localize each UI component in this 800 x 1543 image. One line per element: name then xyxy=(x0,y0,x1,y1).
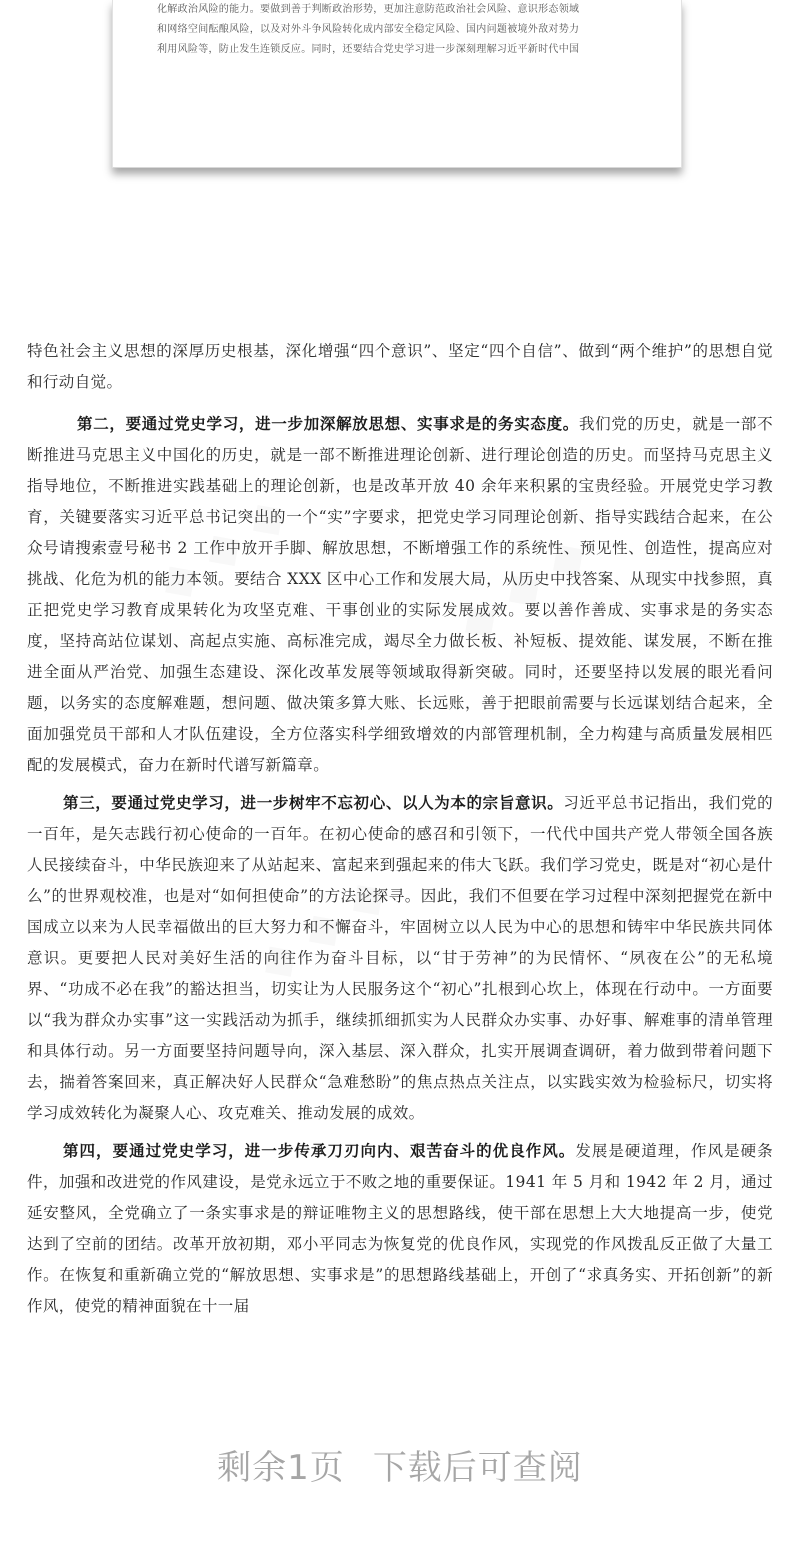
download-to-read-banner[interactable] xyxy=(0,1440,800,1489)
watermark: ◆ ◆ ◆ xyxy=(146,483,298,613)
watermark: ◆ ◆ ◆ xyxy=(246,863,398,993)
paragraph-heading: 第四，要通过党史学习，进一步传承刀刃向内、艰苦奋斗的优良作风。 xyxy=(63,1141,576,1160)
paragraph-fourth-point xyxy=(27,1135,773,1322)
paragraph-intro xyxy=(27,336,773,398)
remaining-pages-label: 剩余1页 xyxy=(217,1448,345,1488)
watermark: ◆ ◆ ◆ xyxy=(446,523,598,653)
paragraph-second-point xyxy=(27,408,773,781)
preview-page-card xyxy=(112,0,682,168)
paragraph-heading: 第二，要通过党史学习，进一步加深解放思想、实事求是的务实态度。 xyxy=(77,414,579,433)
preview-line: 化解政治风险的能力。要做到善于判断政治形势，更加注意防范政治社会风险、意识形态领域 xyxy=(157,4,580,15)
paragraph-text: 习近平总书记指出，我们党的一百年，是矢志践行初心使命的一百年。在初心使命的感召和引领下，一代代中国共产党人带领全国各族人民接续奋斗，中华民族迎来了从站起来、富起来到强起来的伟大飞跃。我们学习党史，既是对“初心是什么”的世界观校准，也是对“如何担使命”的方法论探寻。因此，我们不但要在学习过程中深刻把握党在新中国成立以来为人民幸福做出的巨大努力和不懈奋斗，牢固树立以人民为中心的思想和铸牢中华民族共同体意识。更要把人民对美好生活的向往作为奋斗目标，以“甘于劳神”的为民情怀、“夙夜在公”的无私境界、“功成不必在我”的豁达担当，切实让为人民服务这个“初心”扎根到心坎上，体现在行动中。一方面要以“我为群众办实事”这一实践活动为抓手，继续抓细抓实为人民群众办实事、办好事、解难事的清单管理和具体行动。另一方面要坚持问题导向，深入基层、深入群众，扎实开展调查调研，着力做到带着问题下去，揣着答案回来，真正解决好人民群众“急难愁盼”的焦点热点关注点，以实践实效为检验标尺，切实将学习成效转化为凝聚人心、攻克难关、推动发展的成效。 xyxy=(27,794,774,1122)
paragraph-text: 我们党的历史，就是一部不断推进马克思主义中国化的历史，就是一部不断推进理论创新、进行理论创造的历史。而坚持马克思主义指导地位，不断推进实践基础上的理论创新，也是改革开放 40 余年来积累的宝贵经验。开展党史学习教育，关键要落实习近平总书记突出的一个“实”字要求，把党史学习同理论创新、指导实践结合起来，在公众号请搜索壹号秘书 2 工作中放开手脚、解放思想，不断增强工作的系统性、预见性、创造性，提高应对挑战、化危为机的能力本领。要结合 XXX 区中心工作和发展大局，从历史中找答案、从现实中找参照，真正把党史学习教育成果转化为攻坚克难、干事创业的实际发展成效。要以善作善成、实事求是的务实态度，坚持高站位谋划、高起点实施、高标准完成，竭尽全力做长板、补短板、提效能、谋发展，不断在推进全面从严治党、加强生态建设、深化改革发展等领域取得新突破。同时，还要坚持以发展的眼光看问题，以务实的态度解难题，想问题、做决策多算大账、长远账，善于把眼前需要与长远谋划结合起来，全面加强党员干部和人才队伍建设，全方位落实科学细致增效的内部管理机制，全力构建与高质量发展相匹配的发展模式，奋力在新时代谱写新篇章。 xyxy=(27,415,773,774)
paragraph-heading: 第三，要通过党史学习，进一步树牢不忘初心、以人为本的宗旨意识。 xyxy=(63,793,564,812)
paragraph-text: 特色社会主义思想的深厚历史根基，深化增强“四个意识”、坚定“四个自信”、做到“两个维护”的思想自觉和行动自觉。 xyxy=(27,342,773,391)
preview-page-text xyxy=(157,0,647,60)
download-hint-label: 下载后可查阅 xyxy=(372,1448,583,1488)
document-body xyxy=(27,336,773,1328)
paragraph-text: 发展是硬道理，作风是硬条件，加强和改进党的作风建设，是党永远立于不败之地的重要保证。1941 年 5 月和 1942 年 2 月，通过延安整风，全党确立了一条实事求是的辩证唯物主义的思想路线，使干部在思想上大大地提高一步，使党达到了空前的团结。改革开放初期，邓小平同志为恢复党的优良作风，实现党的作风拨乱反正做了大量工作。在恢复和重新确立党的“解放思想、实事求是”的思想路线基础上，开创了“求真务实、开拓创新”的新作风，使党的精神面貌在十一届 xyxy=(27,1142,773,1315)
paragraph-third-point xyxy=(27,787,773,1129)
preview-line: 和网络空间酝酿风险，以及对外斗争风险转化成内部安全稳定风险、国内问题被境外敌对势力 xyxy=(157,24,580,35)
preview-line: 利用风险等，防止发生连锁反应。同时，还要结合党史学习进一步深刻理解习近平新时代中国 xyxy=(157,44,580,55)
